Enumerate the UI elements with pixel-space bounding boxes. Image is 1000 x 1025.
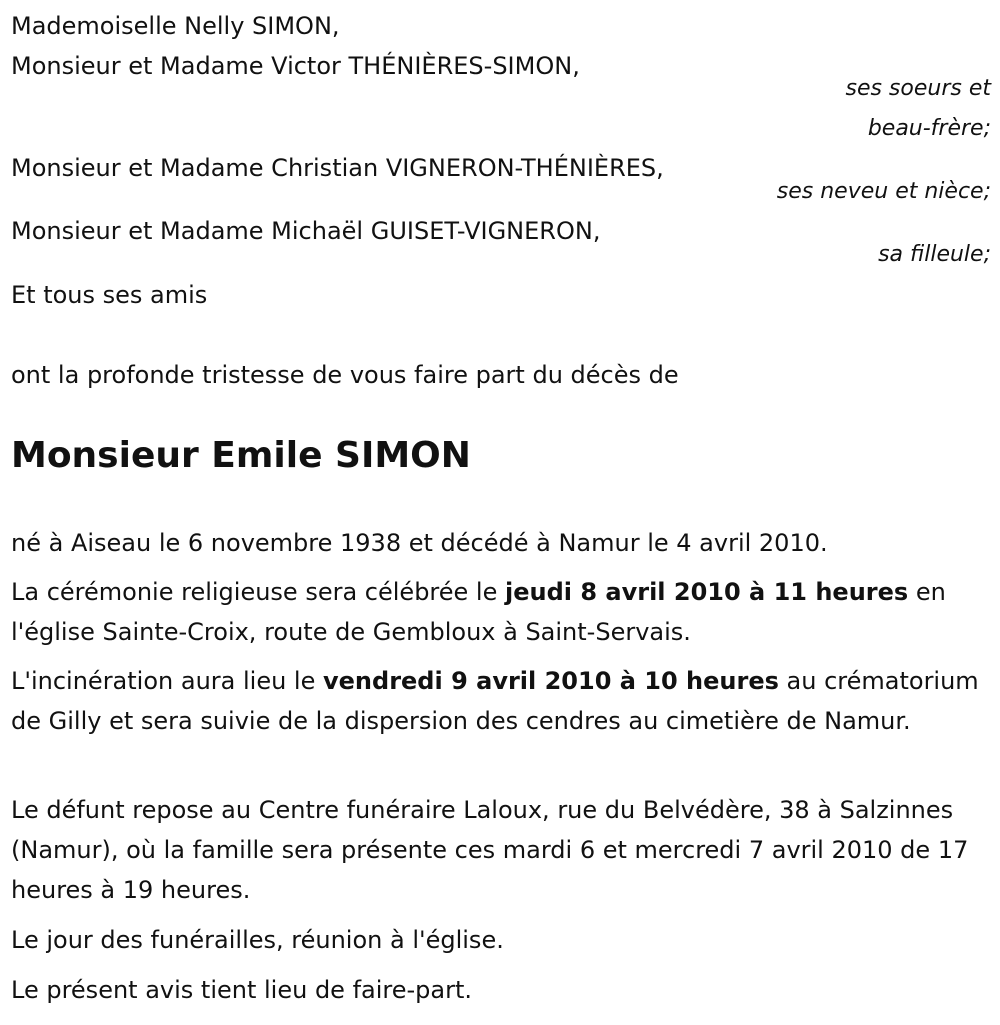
family-line-victor: Monsieur et Madame Victor THÉNIÈRES-SIMON,	[11, 52, 580, 80]
relation-goddaughter: sa filleule;	[878, 242, 991, 267]
incineration-date: vendredi 9 avril 2010 à 10 heures	[323, 667, 779, 695]
relation-sisters: ses soeurs et	[845, 76, 991, 101]
ceremony-paragraph	[11, 572, 991, 652]
relation-brother-in-law: beau-frère;	[867, 116, 991, 141]
family-line-michael: Monsieur et Madame Michaël GUISET-VIGNERON,	[11, 217, 601, 245]
repose-paragraph: Le défunt repose au Centre funéraire Laloux, rue du Belvédère, 38 à Salzinnes (Namur), où la famille sera présente ces mardi 6 et mercredi 7 avril 2010 de 17 heures à 19 heures.	[11, 796, 969, 904]
family-line-christian: Monsieur et Madame Christian VIGNERON-THÉNIÈRES,	[11, 154, 664, 182]
ceremony-date: jeudi 8 avril 2010 à 11 heures	[505, 578, 909, 606]
incineration-text-post: au crématorium de Gilly et sera suivie de la dispersion des cendres au cimetière de Namur.	[11, 667, 979, 735]
incineration-text-pre: L'incinération aura lieu le	[11, 667, 323, 695]
obituary-notice	[11, 0, 991, 1025]
ceremony-text-post: en l'église Sainte-Croix, route de Gembloux à Saint-Servais.	[11, 578, 946, 646]
incineration-paragraph	[11, 661, 991, 741]
birth-death-paragraph: né à Aiseau le 6 novembre 1938 et décédé à Namur le 4 avril 2010.	[11, 529, 828, 557]
family-line-nelly: Mademoiselle Nelly SIMON,	[11, 12, 340, 40]
deceased-name: Monsieur Emile SIMON	[11, 435, 471, 476]
announcement-text: ont la profonde tristesse de vous faire part du décès de	[11, 361, 679, 389]
notice-paragraph: Le présent avis tient lieu de faire-part.	[11, 976, 473, 1004]
ceremony-text-pre: La cérémonie religieuse sera célébrée le	[11, 578, 505, 606]
reunion-paragraph: Le jour des funérailles, réunion à l'église.	[11, 926, 504, 954]
family-line-friends: Et tous ses amis	[11, 281, 208, 309]
relation-nephew-niece: ses neveu et nièce;	[776, 179, 991, 204]
